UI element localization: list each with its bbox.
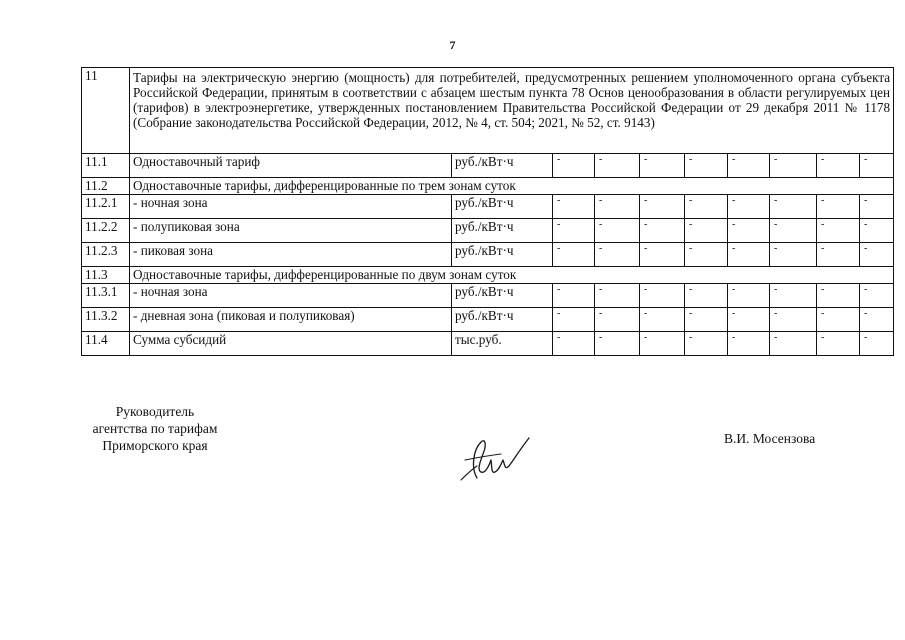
value-cell: - (817, 332, 860, 356)
subsection-row (82, 178, 894, 195)
value-cell: - (685, 219, 728, 243)
value-cell: - (770, 308, 817, 332)
value-cell: - (595, 219, 640, 243)
table-row (82, 219, 894, 243)
row-number: 11.1 (82, 154, 130, 178)
row-label: - дневная зона (пиковая и полупиковая) (130, 308, 452, 332)
table-row (82, 332, 894, 356)
unit-cell: руб./кВт·ч (452, 154, 553, 178)
signatory-name: В.И. Мосензова (724, 431, 816, 446)
value-cell: - (860, 243, 894, 267)
value-cell: - (860, 332, 894, 356)
value-cell: - (817, 243, 860, 267)
value-cell: - (553, 332, 595, 356)
row-label: - ночная зона (130, 284, 452, 308)
value-cell: - (728, 332, 770, 356)
value-cell: - (595, 284, 640, 308)
value-cell: - (770, 284, 817, 308)
table-row (82, 308, 894, 332)
value-cell: - (728, 219, 770, 243)
value-cell: - (860, 195, 894, 219)
table-row (82, 195, 894, 219)
value-cell: - (553, 308, 595, 332)
row-label: - полупиковая зона (130, 219, 452, 243)
value-cell: - (728, 284, 770, 308)
table-row (82, 154, 894, 178)
value-cell: - (770, 219, 817, 243)
value-cell: - (685, 332, 728, 356)
value-cell: - (770, 195, 817, 219)
value-cell: - (595, 154, 640, 178)
row-label: Сумма субсидий (130, 332, 452, 356)
value-cell: - (770, 243, 817, 267)
value-cell: - (595, 243, 640, 267)
table-row (82, 243, 894, 267)
value-cell: - (553, 154, 595, 178)
row-label: - ночная зона (130, 195, 452, 219)
row-number: 11.3 (82, 267, 130, 284)
value-cell: - (685, 243, 728, 267)
tariff-table (81, 67, 894, 356)
value-cell: - (640, 195, 685, 219)
value-cell: - (817, 308, 860, 332)
row-number: 11 (82, 68, 130, 154)
unit-cell: руб./кВт·ч (452, 219, 553, 243)
signatory-title-line: Руководитель (115, 404, 195, 419)
value-cell: - (860, 154, 894, 178)
value-cell: - (817, 219, 860, 243)
section-row (82, 68, 894, 154)
value-cell: - (595, 308, 640, 332)
value-cell: - (685, 154, 728, 178)
value-cell: - (640, 284, 685, 308)
row-number: 11.2.3 (82, 243, 130, 267)
handwritten-signature (455, 430, 535, 485)
unit-cell: руб./кВт·ч (452, 284, 553, 308)
value-cell: - (770, 332, 817, 356)
table-row (82, 284, 894, 308)
row-label: Одноставочные тарифы, дифференцированные по трем зонам суток (130, 178, 894, 195)
value-cell: - (860, 308, 894, 332)
value-cell: - (640, 219, 685, 243)
unit-cell: руб./кВт·ч (452, 195, 553, 219)
signatory-title-line: Приморского края (102, 438, 208, 453)
value-cell: - (553, 219, 595, 243)
value-cell: - (770, 154, 817, 178)
row-number: 11.2.1 (82, 195, 130, 219)
value-cell: - (685, 308, 728, 332)
value-cell: - (640, 308, 685, 332)
value-cell: - (640, 332, 685, 356)
unit-cell: руб./кВт·ч (452, 308, 553, 332)
signatory-title-line: агентства по тарифам (92, 421, 218, 436)
value-cell: - (685, 195, 728, 219)
value-cell: - (553, 243, 595, 267)
value-cell: - (860, 284, 894, 308)
row-label: Одноставочный тариф (130, 154, 452, 178)
value-cell: - (817, 154, 860, 178)
signatory-title (85, 403, 225, 454)
row-number: 11.3.2 (82, 308, 130, 332)
value-cell: - (728, 243, 770, 267)
row-number: 11.2 (82, 178, 130, 195)
value-cell: - (817, 284, 860, 308)
row-label: Тарифы на электрическую энергию (мощность) для потребителей, предусмотренных решением уполномоченного органа субъекта Российской Федерации, принятым в соответствии с абзацем шестым пункта 78 Основ ценообразования в области регулируемых цен (тарифов) в электроэнергетике, утвержденных постановлением Правительства Российской Федерации от 29 декабря 2011 № 1178 (Собрание законодательства Российской Федерации, 2012, № 4, ст. 504; 2021, № 52, ст. 9143) (130, 68, 894, 154)
value-cell: - (860, 219, 894, 243)
value-cell: - (595, 195, 640, 219)
row-label: - пиковая зона (130, 243, 452, 267)
row-number: 11.4 (82, 332, 130, 356)
value-cell: - (685, 284, 728, 308)
value-cell: - (728, 154, 770, 178)
value-cell: - (817, 195, 860, 219)
unit-cell: тыс.руб. (452, 332, 553, 356)
unit-cell: руб./кВт·ч (452, 243, 553, 267)
row-number: 11.2.2 (82, 219, 130, 243)
page-number: 7 (449, 38, 456, 52)
value-cell: - (553, 195, 595, 219)
row-label: Одноставочные тарифы, дифференцированные по двум зонам суток (130, 267, 894, 284)
value-cell: - (640, 154, 685, 178)
value-cell: - (553, 284, 595, 308)
value-cell: - (728, 195, 770, 219)
subsection-row (82, 267, 894, 284)
row-number: 11.3.1 (82, 284, 130, 308)
value-cell: - (595, 332, 640, 356)
table-body (82, 68, 894, 356)
value-cell: - (728, 308, 770, 332)
value-cell: - (640, 243, 685, 267)
